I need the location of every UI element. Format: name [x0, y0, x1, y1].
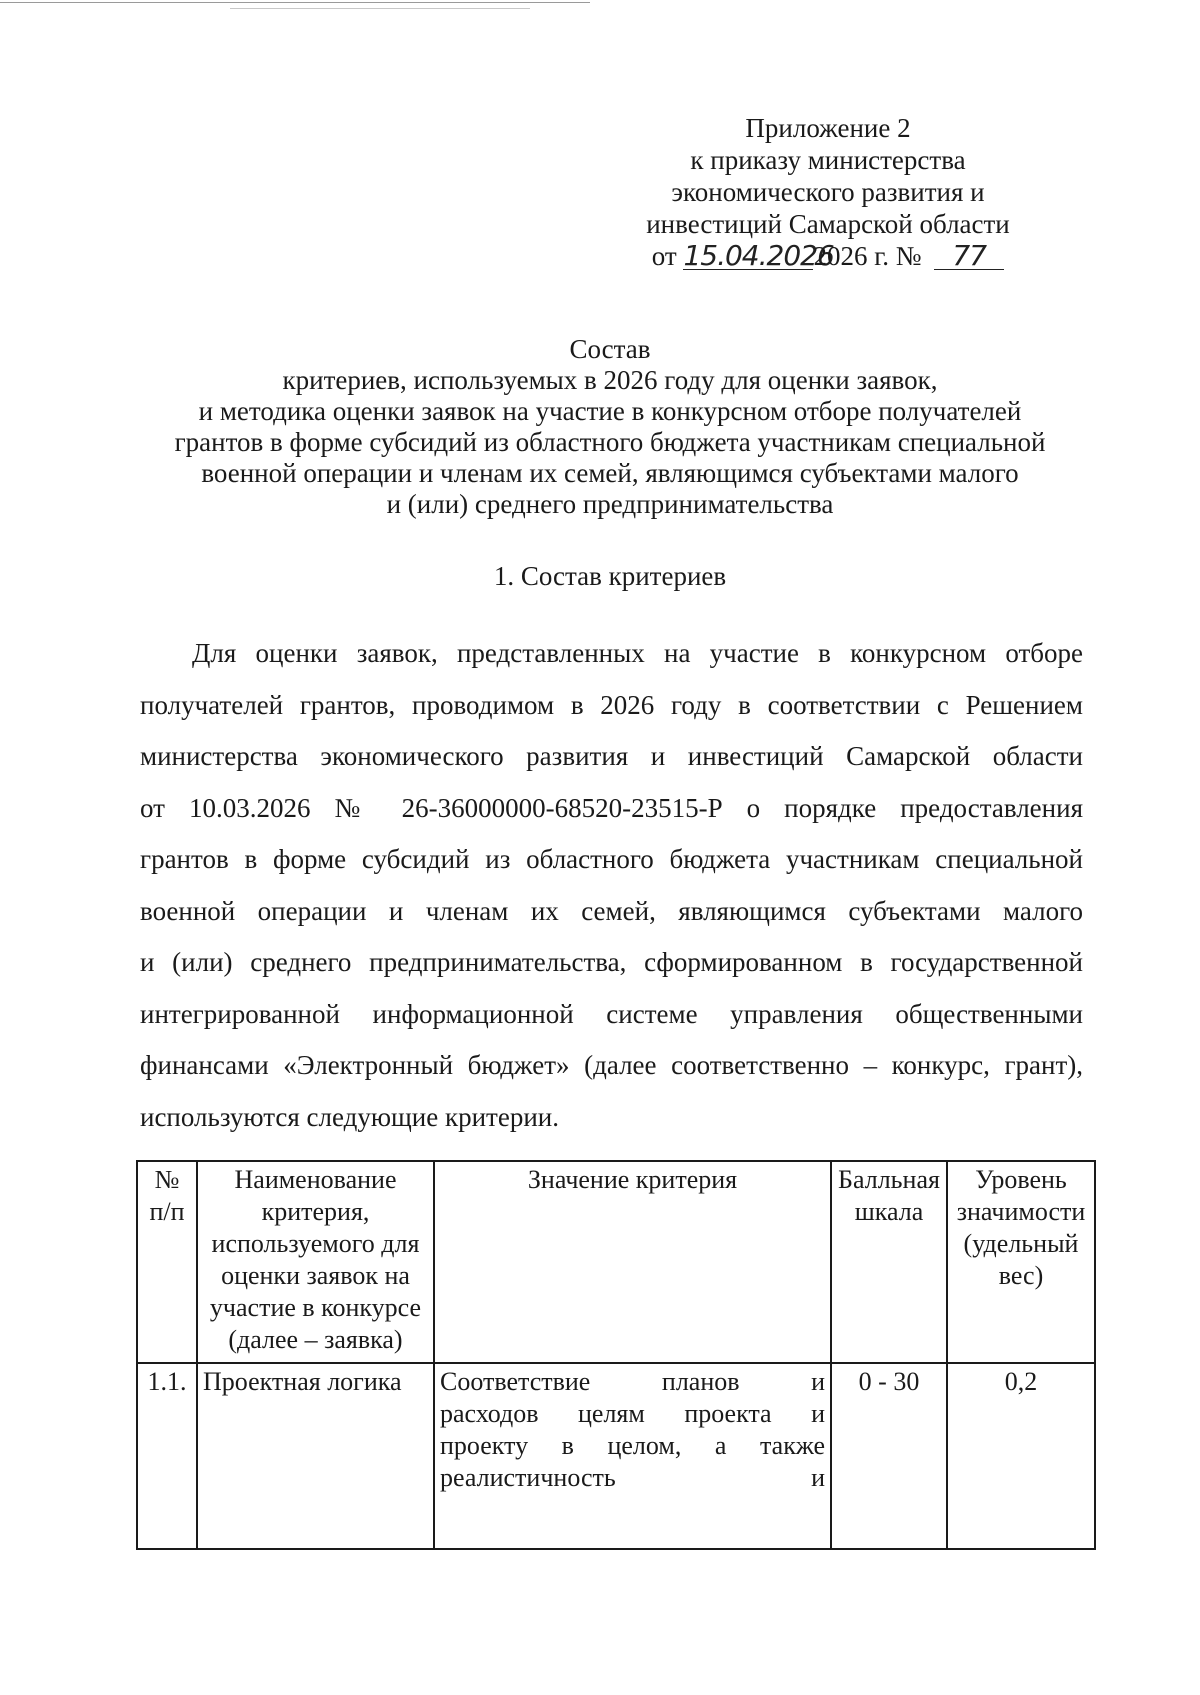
criterion-value-text: [440, 1366, 825, 1494]
header-weight: Уровень значимости (удельный вес): [947, 1161, 1095, 1363]
appendix-line-order: к приказу министерства: [690, 145, 966, 175]
scan-edge-line-secondary: [230, 8, 530, 9]
document-title: [120, 334, 1100, 520]
paragraph-line: интегрированной информационной системе управления общественными: [140, 998, 1083, 1029]
criterion-value-line: проекту в целом, а также: [440, 1431, 825, 1460]
criterion-value-line: Соответствие планов и: [440, 1367, 825, 1396]
table-header-row: [137, 1161, 1095, 1363]
title-line-2: критериев, используемых в 2026 году для оценки заявок,: [282, 365, 938, 395]
handwritten-date: 15.04.2026: [683, 239, 834, 272]
paragraph-line: министерства экономического развития и инвестиций Самарской области: [140, 741, 1083, 771]
handwritten-order-number: 77: [934, 243, 1004, 270]
title-line-6: и (или) среднего предпринимательства: [386, 489, 834, 519]
paragraph-line: и (или) среднего предпринимательства, сформированном в государственной: [140, 947, 1083, 977]
scan-edge-line: [0, 2, 590, 3]
title-line-5: военной операции и членам их семей, являющимся субъектами малого: [201, 458, 1019, 488]
header-number: № п/п: [137, 1161, 197, 1363]
date-prefix: от: [651, 241, 677, 271]
appendix-title: Приложение 2: [745, 113, 911, 143]
paragraph-line: Для оценки заявок, представленных на участие в конкурсном отборе: [192, 638, 1083, 668]
title-line-4: грантов в форме субсидий из областного бюджета участникам специальной: [174, 427, 1046, 457]
appendix-header: [613, 112, 1043, 272]
row-criterion-value: [434, 1363, 831, 1549]
paragraph-line: грантов в форме субсидий из областного бюджета участникам специальной: [140, 844, 1083, 874]
title-line-3: и методика оценки заявок на участие в конкурсном отборе получателей: [198, 396, 1022, 426]
row-number: 1.1.: [137, 1363, 197, 1549]
appendix-line-ministry: экономического развития и: [671, 177, 985, 207]
criterion-value-line: реалистичность и: [440, 1463, 825, 1492]
section-heading: 1. Состав критериев: [493, 561, 727, 591]
header-criterion-value: Значение критерия: [434, 1161, 831, 1363]
title-line-1: Состав: [569, 334, 651, 364]
paragraph-line: получателей грантов, проводимом в 2026 году в соответствии с Решением: [140, 689, 1083, 720]
row-weight: 0,2: [947, 1363, 1095, 1549]
header-criterion-name: Наименование критерия, используемого для оценки заявок на участие в конкурсе (далее – заявка): [197, 1161, 434, 1363]
body-paragraph: [140, 628, 1083, 1143]
paragraph-line: от 10.03.2026 № 26-36000000-68520-23515-Р о порядке предоставления: [140, 792, 1083, 823]
paragraph-line: используются следующие критерии.: [140, 1101, 559, 1132]
criterion-value-line: расходов целям проекта и: [440, 1399, 825, 1428]
criteria-table: [136, 1160, 1096, 1550]
table-row: [137, 1363, 1095, 1549]
header-score-scale: Балльная шкала: [831, 1161, 947, 1363]
date-suffix: 2026 г. №: [813, 241, 922, 271]
row-score-scale: 0 - 30: [831, 1363, 947, 1549]
row-criterion-name: Проектная логика: [197, 1363, 434, 1549]
appendix-line-region: инвестиций Самарской области: [646, 209, 1010, 239]
paragraph-line: финансами «Электронный бюджет» (далее соответственно – конкурс, грант),: [140, 1050, 1083, 1080]
paragraph-line: военной операции и членам их семей, являющимся субъектами малого: [140, 895, 1083, 926]
appendix-date-line: [613, 240, 1043, 272]
